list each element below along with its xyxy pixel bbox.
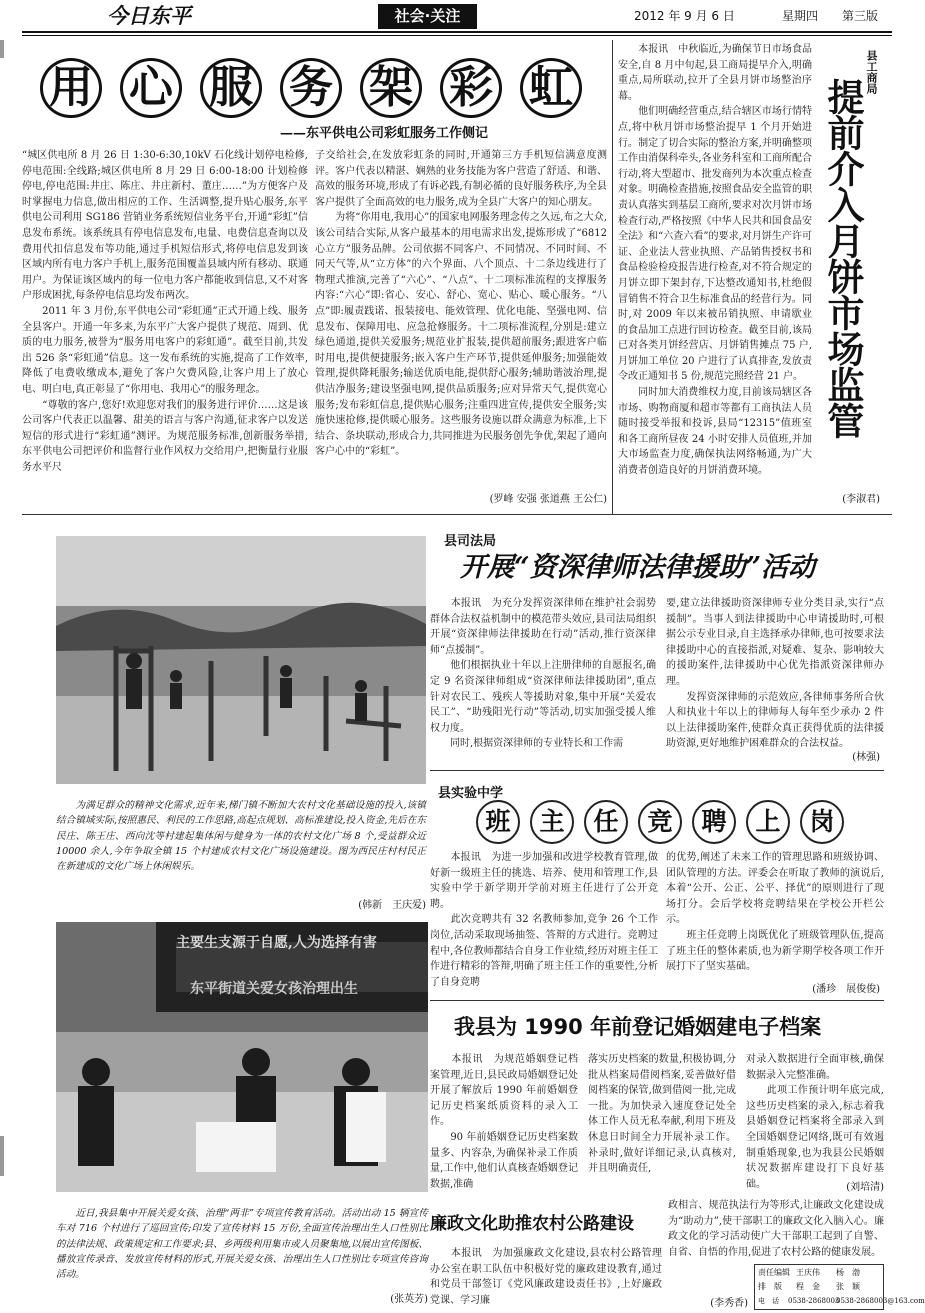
editor-val: 0538-2868003@163.com (836, 1297, 925, 1305)
school-title-char: 上 (746, 800, 790, 844)
editor-row (758, 1266, 880, 1280)
photo2-caption: 近日,我县集中开展关爱女孩、治理“两非”专项宣传教育活动。活动出动 15 辆宣传车对 716 个村进行了巡回宣传;印发了宣传材料 15 万份,全面宣传治理出生人口性别比的法律法规、政策规定和工作要求;县、乡两级利用集市或人员聚集地,以展出宣传图板、播放宣传录音、发放宣传材料的形式,开展关爱女孩、治理出生人口性别比专项宣传咨询活动。 (56, 1208, 428, 1281)
lawyer-title: 开展“资深律师法律援助”活动 (460, 552, 816, 583)
lead-title-char: 务 (280, 58, 342, 118)
clean-body-col1: 本报讯 为加强廉政文化建设,县农村公路管理办公室在职工队伍中积极好党的廉政建设教育,通过和党员干部签订《党风廉政建设责任书》,上好廉政党课、学习廉 (430, 1248, 662, 1306)
school-title-char: 主 (530, 800, 574, 844)
lead-body-col1: “城区供电所 8 月 26 日 1:30-6:30,10kV 石化线计划停电检修,停电范围:全线路;城区供电所 8 月 29 日 6:00-18:00 计划检修停电,停电范围:井庄、陈庄、井庄新村、董庄……”为方便客户及时掌握电力信息,做出相应的工作、生活调整,提升贴心服务,东平供电公司利用 SG186 营销业务系统短信业务平台,开通“彩虹”信息发布系统。该系统具有停电信息发布,电量、电费信息查询以及费用代扣信息发布等功能,通过手机短信形式,将停电信息发到该区域内所有电力客户手机上,服务范围覆盖县域内所有移动、联通用户。为保证该区域内的每一位电力客户都能收到信息,又不对客户形成困扰,每条停电信息均发布两次。 2011 年 3 月份,东平供电公司“彩虹通”正式开通上线、服务全县客户。开通一年多来,为东平广大客户提供了规范、周到、优质的电力服务,被誉为“服务用电客户的彩虹通”。截至目前,共发出 526 条“彩虹通”信息。这一发布系统的实施,提高了工作效率,降低了电费收缴成本,避免了客户欠费风险,让客户用上了放心电、明白电,真正彰显了“你用电、我用心”的服务理念。 “尊敬的客户,您好!欢迎您对我们的服务进行评价……这是该公司客户代表正以温馨、甜美的语言与客户沟通,征求客户以发送短信的形式进行“彩虹通”测评。为规范服务标准,创新服务举措,东平供电公司把评价和监督行业作风权力交给用户,把衡量行业服务水平尺 (22, 150, 308, 473)
moon-author: (李淑君) (842, 494, 880, 505)
photo1-author: (韩新 王庆爱) (358, 900, 426, 911)
school-body-col1: 本报讯 为进一步加强和改进学校教育管理,做好新一级班主任的挑选、培养、使用和管理工作,县实验中学于新学期开学前对班主任进行了公开竞聘。 此次竞聘共有 32 名教师参加,竞争 26 个工作岗位,活动采取现场抽签、答辩的方式进行。竞聘过程中,各位教师都结合自身工作业绩,经历对班主任工作进行精彩的答辩,明确了班主任工作的重要性,分析了自身竞聘 (430, 852, 658, 988)
editor-key: 电 话 (758, 1297, 779, 1305)
lawyer-body-col1: 本报讯 为充分发挥资深律师在维护社会弱势群体合法权益机制中的模范带头效应,县司法局组织开展“资深律师法律援助在行动”活动,推行资深律师“点援制”。 他们根据执业十年以上注册律师的自愿报名,确定 9 名资深律师组成“资深律师法律援助团”,重点针对农民工、残疾人等援助对象,集中开展“关爱农民工”、“助残阳光行动”等活动,切实加强受援人维权力度。 同时,根据资深律师的专业特长和工作需 (430, 598, 656, 750)
editor-key: 排 版 (758, 1282, 782, 1291)
moon-label: 县工商局 (865, 50, 878, 94)
lead-title-char: 服 (200, 58, 262, 118)
editor-val: 杨 渤 (836, 1268, 860, 1277)
school-title-char: 任 (584, 800, 628, 844)
school-body-col2: 的优势,阐述了未来工作的管理思路和班级协调、团队管理的方法。评委会在听取了教师的演说后,本着“公开、公正、公平、择优”的原则进行了现场打分。会后学校将竞聘结果在学校公开栏公示。 班主任竞聘上岗既优化了班级管理队伍,提高了班主任的整体素质,也为新学期学校各项工作开展打下了坚实基础。 (666, 852, 884, 973)
lawyer-author: (林强) (852, 752, 880, 763)
editor-val: 张 颖 (836, 1282, 860, 1291)
lead-title-char: 心 (120, 58, 182, 118)
editor-val: 王庆伟 (796, 1268, 820, 1277)
fitness-park-photo (56, 536, 426, 784)
lawyer-label: 县司法局 (444, 534, 497, 549)
school-title-char: 班 (476, 800, 520, 844)
masthead-section: 社会·关注 (378, 4, 477, 29)
lead-title-char: 用 (40, 58, 102, 118)
marriage-body-col1: 本报讯 为规范婚姻登记档案管理,近日,县民政局婚姻登记处开展了解放后 1990 年前婚姻登记历史档案纸质资料的录入工作。 90 年前婚姻登记历史档案数量多、内容杂,为确保补录工作质量,工作中,他们认真核查婚姻登记数据,准确 (430, 1054, 578, 1190)
school-title-char: 岗 (800, 800, 844, 844)
editor-box (754, 1264, 925, 1310)
masthead-weekday: 星期四 (782, 9, 819, 23)
photo1-caption: 为满足群众的精神文化需求,近年来,梯门镇不断加大农村文化基础设施的投入,该镇结合镇域实际,按照惠民、利民的工作思路,高起点规划、高标准建设,投入资金,先后在东民庄、陈王庄、西向沈等村建起集体闲与健身为一体的农村文化广场 8 个,受益群众近 10000 余人,今年争取全镇 15 个村建成农村文化广场设施建设。图为西民庄村村民正在新建成的文化广场上休闲娱乐。 (56, 800, 430, 873)
clean-author: (李秀香) (710, 1298, 748, 1309)
lead-title-char: 虹 (520, 58, 582, 118)
masthead-logo: 今日东平 (107, 3, 191, 28)
editor-key: 责任编辑 (758, 1268, 790, 1277)
school-title (476, 800, 876, 848)
clean-body-col2: 政相言、规范执法行为等形式,让廉政文化建设成为“助动力”,使干部职工的廉政文化入脑入心。廉政文化的学习活动使广大干部职工起到了自警、自省、自悟的作用,促进了农村公路的健康发展。 (668, 1200, 884, 1258)
campaign-image (56, 922, 428, 1192)
editor-val: 程 金 (796, 1282, 820, 1291)
lead-title-char: 架 (360, 58, 422, 118)
lead-title-char: 彩 (440, 58, 502, 118)
marriage-title: 我县为 1990 年前登记婚姻建电子档案 (454, 1015, 822, 1039)
clean-title: 廉政文化助推农村公路建设 (430, 1214, 634, 1234)
editor-val: 0538-2868003 (788, 1297, 840, 1305)
school-label: 县实验中学 (438, 786, 504, 801)
lead-subtitle: ——东平供电公司彩虹服务工作侧记 (280, 126, 489, 141)
lead-author: (罗峰 安强 张道燕 王公仁) (489, 494, 607, 505)
editor-row (758, 1280, 880, 1294)
moon-body: 本报讯 中秋临近,为确保节日市场食品安全,自 8 月中旬起,县工商局提早介入,明确重点,局所联动,拉开了全县月饼市场整治序幕。 他们明确经营重点,结合辖区市场行情特点,将中秋月饼市场整治提早 1 个月开始进行。制定了切合实际的整治方案,并明确整项工作由消保科牵头,各业务科室和工商所配合行动,将大型超市、批发商列为本次重点检查对象。明确检查措施,按照食品安全监管的职责认真落实到基层工商所,要求对次月饼市场检查行动,严格按照《中华人民共和国食品安全法》和“六查六看”的要求,对月饼生产许可证、企业法人营业执照、产品销售授权书和食品检验检疫报告进行检查,对不符合规定的月饼立即下架封存,下达整改通知书,杜绝假冒销售不符合卫生标准食品的经营行为。同时,对 2009 年以来被吊销执照、申请歇业的食品加工点进行回访检查。截至目前,该局已对各类月饼经营店、月饼销售摊点 75 户,月饼加工单位 20 户进行了认真排查,发放责令改正通知书 5 份,规范完照经营 21 户。 同时加大消费维权力度,目前该局辖区各市场、购物商厦和超市等都有工商执法人员随时接受举报和投诉,县局“12315”值班室和各工商所昼夜 24 小时安排人员值班,并加大市场监查力度,确保执法网络畅通,为广大消费者创造良好的月饼消费环境。 (618, 44, 812, 477)
campaign-banner-bottom: 东平街道关爱女孩治理出生 (190, 981, 358, 997)
marriage-body-col2: 落实历史档案的数量,积极协调,分批从档案局借阅档案,妥善做好借阅档案的保管,做到借阅一批,完成一批。为加快录入速度登记处全体工作人员无私奉献,利用下班及休息日时间全力开展补录工作。补录时,做好详细记录,认真核对,并且明确责任, (588, 1054, 736, 1175)
masthead-date: 2012 年 9 月 6 日 (634, 9, 735, 23)
photo2-author: (张英芳) (390, 1294, 428, 1305)
campaign-photo (56, 922, 428, 1192)
moon-title: 提前介入月饼市场监管 (821, 78, 864, 438)
marriage-body-col3: 对录入数据进行全面审核,确保数据录入完整准确。 此项工作预计明年底完成,这些历史档案的录入,标志着我县婚姻登记档案将全部录入到全国婚姻登记网络,既可有效遏制重婚现象,也为我县公民婚姻状况数据库建设打下良好基础。 (746, 1054, 884, 1190)
school-author: (潘珍 展俊俊) (812, 984, 880, 995)
campaign-banner-top: 主要生支源于自愿,人为选择有害 (176, 935, 377, 951)
lead-title (40, 58, 600, 118)
school-title-char: 聘 (692, 800, 736, 844)
school-title-char: 竞 (638, 800, 682, 844)
masthead-page: 第三版 (842, 9, 879, 23)
editor-row (758, 1294, 925, 1308)
fitness-park-image (56, 536, 426, 784)
marriage-author: (刘培清) (846, 1182, 884, 1193)
lawyer-body-col2: 要,建立法律援助资深律师专业分类目录,实行“点援制”。当事人到法律援助中心申请援助时,可根据公示专业目录,自主选择承办律师,也可按要求法律援助中心的直接指派,对疑难、复杂、影响较大的援助案件,法律援助中心优先指派资深律师办理。 发挥资深律师的示范效应,各律师事务所合伙人和执业十年以上的律师每人每年至少承办 2 件以上法律援助案件,使群众真正获得优质的法律援助资源,更好地维护困难群众的合法权益。 (666, 598, 884, 750)
lead-body-col2: 子交给社会,在发放彩虹条的同时,开通第三方手机短信满意度测评。客户代表以精湛、娴熟的业务技能为客户营造了舒适、和谐、高效的服务环境,形成了有诉必践,有制必循的良好服务秩序,为全县客户提供了全面高效的电力服务,成为全县广大客户的知心朋友。 为将“你用电,我用心”的国家电网服务理念传之久远,布之大众,该公司结合实际,从客户最基本的用电需求出发,提炼形成了“6812 心立方”服务品牌。公司依据不同客户、不同情况、不同时间、不同天气等,从“立方体”的六个界面、八个顶点、十二条边线进行了物理式推演,完善了“六心”、“八点”、十二项标准流程的支撑服务内容:“六心”即:省心、安心、舒心、宽心、贴心、暖心服务。“八点”即:履责践诺、报装接电、能效管理、优化电能、坚强电网、信息发布、保障用电、应急抢修服务。十二项标准流程,分别是:建立绿色通道,提供关爱服务;规范业扩报装,提供超前服务;跟进客户临时用电,提供便捷服务;嵌入客户生产环节,提供延伸服务;加强能效管理,提供降耗服务;输送优质电能,提供舒心服务;辅助谐波治理,提供洁净服务;建设坚强电网,提供品质服务;应对异常天气,提供宽心服务;发布彩虹信息,提供贴心服务;注重四进宣传,提供安全服务;实施快速抢修,提供暖心服务。这些服务设施以群众满意为标准,上下结合、条块联动,形成合力,共同推进为民服务创先争优,架起了通向客户心中的“彩虹”。 (315, 150, 607, 458)
